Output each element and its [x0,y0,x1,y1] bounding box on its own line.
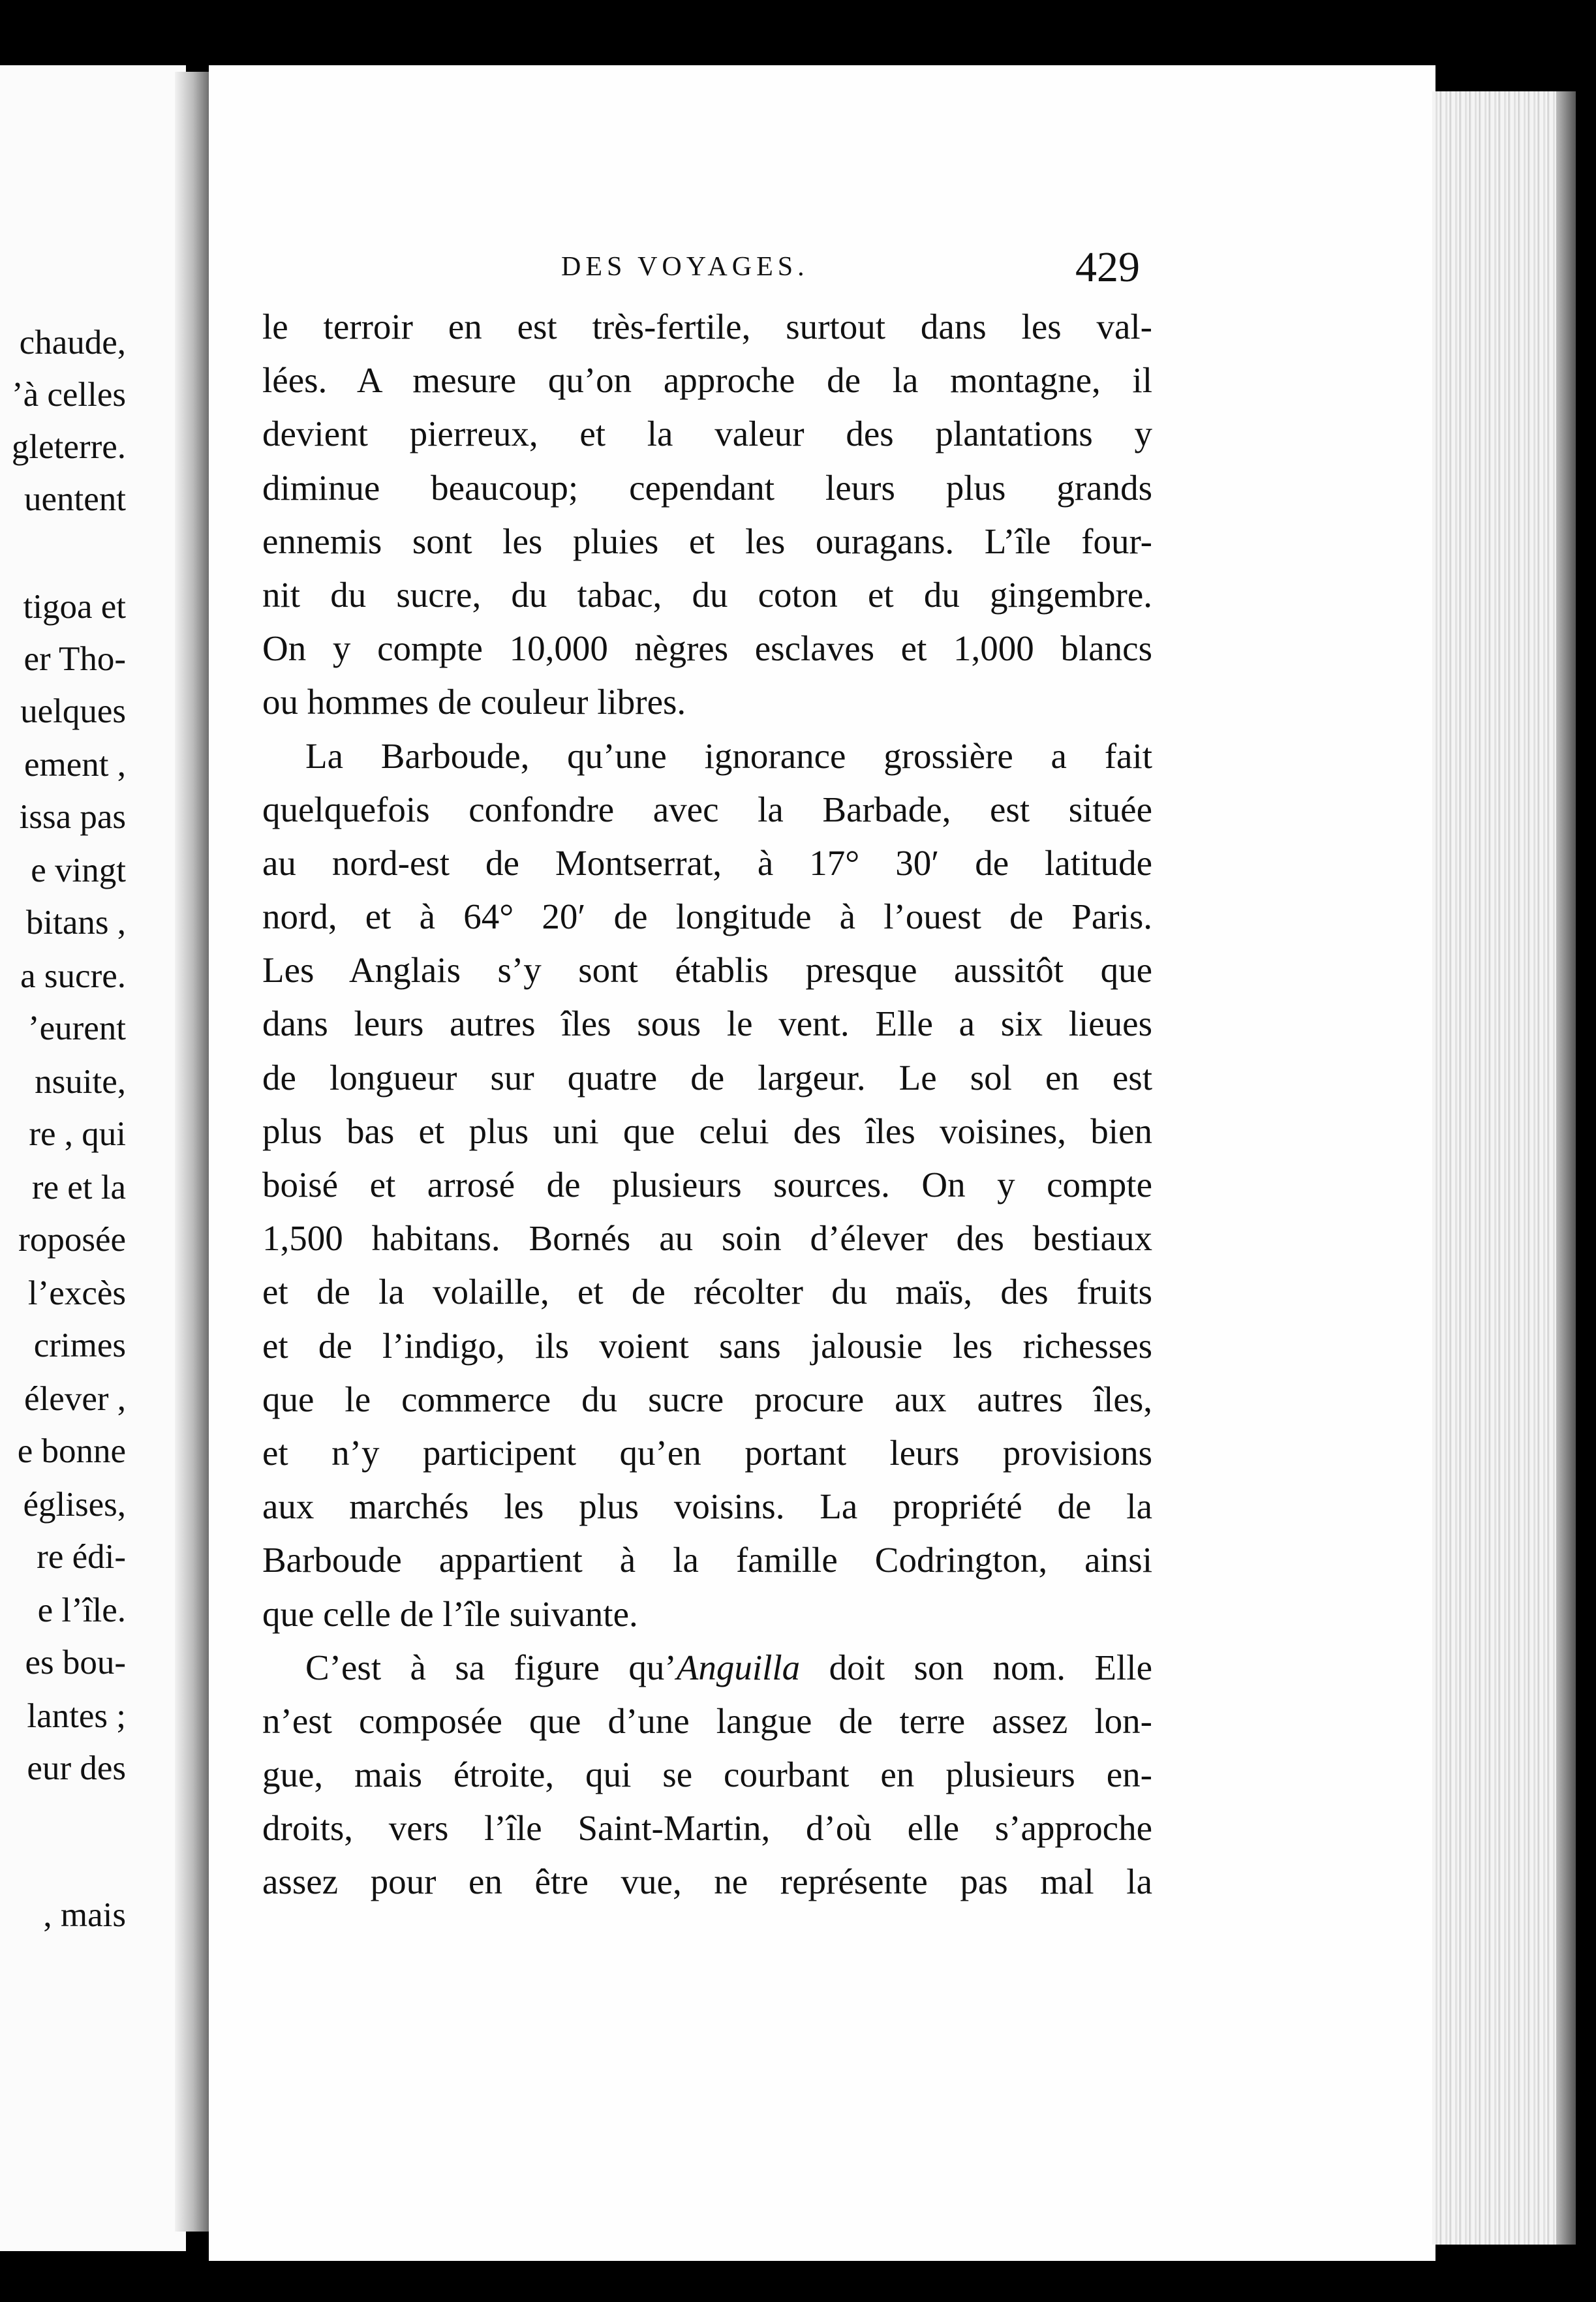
text-line: droits, vers l’île Saint-Martin, d’où elle s’approche [262,1808,1152,1849]
text-line [262,1641,1152,1695]
italic-place-name: Anguilla [676,1647,801,1687]
text-line: et n’y participent qu’en portant leurs provisions [262,1432,1152,1473]
left-page-line: issa pas [19,798,126,836]
left-page-line: uelques [20,692,126,730]
text-line: diminue beaucoup; cependant leurs plus grands [262,467,1152,508]
left-page-line: l’excès [27,1274,126,1312]
left-page-line: gleterre. [11,428,126,466]
text-line: aux marchés les plus voisins. La propriété de la [262,1486,1152,1527]
text-line: ou hommes de couleur libres. [262,682,686,722]
left-page-line: nsuite, [35,1063,126,1101]
left-page-line: élever , [24,1380,126,1418]
left-page-line: a sucre. [20,957,126,995]
left-page-line: ement , [24,746,126,784]
text-line: et de l’indigo, ils voient sans jalousie les richesses [262,1325,1152,1366]
text-line: plus bas et plus uni que celui des îles voisines, bien [262,1111,1152,1151]
left-page-line: roposée [18,1221,126,1259]
left-page-line: uentent [24,480,126,518]
left-page-line: bitans , [25,904,126,942]
left-page-line: e vingt [31,852,126,889]
running-head: DES VOYAGES. [561,252,809,282]
left-page-line: es bou- [25,1644,126,1681]
text-line: ennemis sont les pluies et les ouragans. L’île four- [262,521,1152,561]
text-line: quelquefois confondre avec la Barbade, est située [262,789,1152,829]
text-run: doit son nom. Elle [800,1647,1152,1687]
text-line: lées. A mesure qu’on approche de la montagne, il [262,360,1152,401]
page-edges [1432,91,1576,2245]
left-page-line: , mais [43,1896,126,1934]
text-line: que le commerce du sucre procure aux autres îles, [262,1379,1152,1419]
text-line: La Barboude, qu’une ignorance grossière a fait [305,735,1152,776]
left-page-line: lantes ; [27,1697,126,1735]
left-page-line: chaude, [19,324,126,361]
left-page-line: re et la [31,1169,126,1206]
text-line: gue, mais étroite, qui se courbant en plusieurs en- [262,1755,1152,1795]
left-page-line: re édi- [37,1538,126,1576]
text-line: le terroir en est très-fertile, surtout dans les val- [262,307,1152,346]
text-line: nit du sucre, du tabac, du coton et du gingembre. [262,574,1152,615]
text-line: n’est composée que d’une langue de terre assez lon- [262,1700,1152,1741]
body-text [262,300,1152,1909]
left-page-line: églises, [23,1486,126,1524]
text-line: au nord-est de Montserrat, à 17° 30′ de latitude [262,842,1152,883]
left-page-line: ’à celles [11,376,126,414]
left-page-line: tigoa et [23,588,126,626]
text-line: Barboude appartient à la famille Codrington, ainsi [262,1540,1152,1580]
left-page-line: ’eurent [27,1009,126,1047]
left-page-line: crimes [33,1327,126,1364]
left-page-line: e bonne [17,1432,126,1470]
text-line: 1,500 habitans. Bornés au soin d’élever des bestiaux [262,1218,1152,1259]
text-line: de longueur sur quatre de largeur. Le sol en est [262,1057,1152,1097]
left-page-line: e l’île. [37,1591,126,1629]
text-line: nord, et à 64° 20′ de longitude à l’ouest de Paris. [262,897,1152,937]
left-page-line: er Tho- [23,640,126,678]
left-page-line: re , qui [29,1115,126,1153]
text-line: On y compte 10,000 nègres esclaves et 1,000 blancs [262,628,1152,669]
text-line: devient pierreux, et la valeur des plantations y [262,414,1152,454]
left-page-line: eur des [27,1749,126,1787]
text-line: que celle de l’île suivante. [262,1593,638,1634]
text-line: dans leurs autres îles sous le vent. Elle a six lieues [262,1004,1152,1044]
page-number: 429 [1075,243,1140,291]
text-line: Les Anglais s’y sont établis presque aussitôt que [262,950,1152,990]
text-run: C’est à sa figure qu’ [305,1647,677,1687]
text-line: boisé et arrosé de plusieurs sources. On y compte [262,1165,1152,1205]
left-page [0,65,186,2251]
text-line: assez pour en être vue, ne représente pas mal la [262,1862,1152,1902]
text-line: et de la volaille, et de récolter du maïs, des fruits [262,1272,1152,1312]
